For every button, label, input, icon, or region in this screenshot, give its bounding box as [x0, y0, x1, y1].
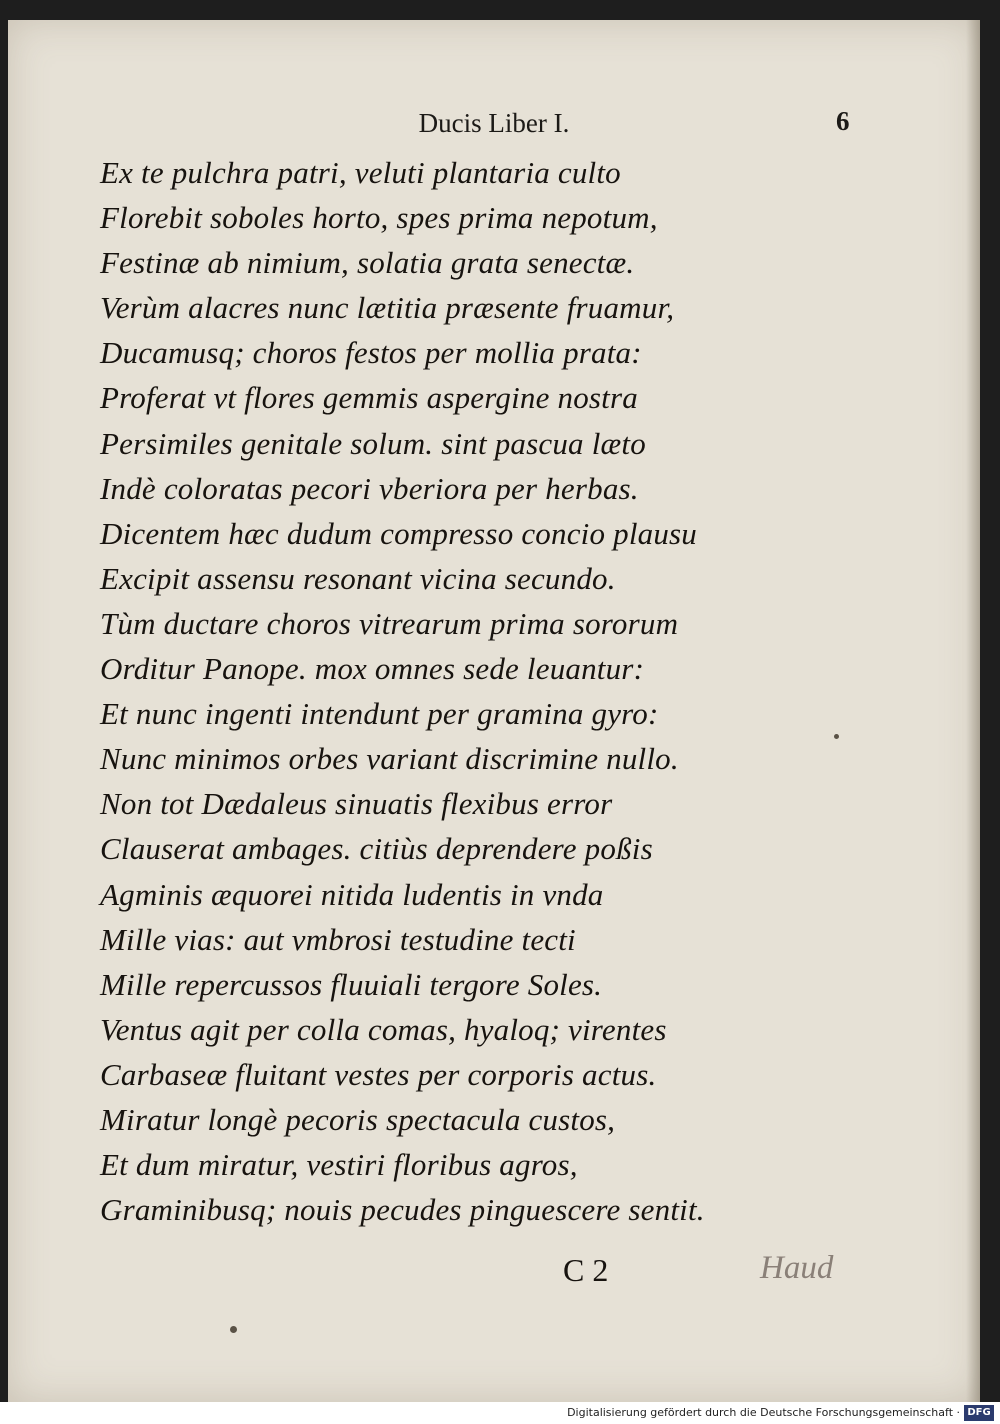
verse-line: Carbaseæ fluitant vestes per corporis actus.	[100, 1056, 657, 1092]
verse-line: Ventus agit per colla comas, hyaloq; virentes	[100, 1011, 667, 1047]
verse-line: Proferat vt flores gemmis aspergine nostra	[100, 380, 638, 416]
ink-spot	[230, 1326, 237, 1333]
verse-line: Et nunc ingenti intendunt per gramina gyro:	[100, 696, 659, 732]
book-page	[8, 20, 980, 1402]
digitization-footer	[0, 1402, 1000, 1424]
verse-line: Florebit soboles horto, spes prima nepotum,	[100, 200, 658, 236]
verse-line: Non tot Dædaleus sinuatis flexibus error	[100, 786, 613, 822]
page-number: 6	[836, 106, 850, 136]
verse-line: Agminis æquorei nitida ludentis in vnda	[100, 876, 604, 912]
verse-line: Verùm alacres nunc lætitia præsente fruamur,	[100, 290, 675, 326]
verse-line: Mille repercussos fluuiali tergore Soles.	[100, 966, 603, 1002]
verse-line: Indè coloratas pecori vberiora per herbas.	[100, 470, 639, 506]
verse-line: Excipit assensu resonant vicina secundo.	[100, 560, 616, 596]
verse-line: Nunc minimos orbes variant discrimine nullo.	[100, 741, 679, 777]
running-head: Ducis Liber I.	[418, 108, 570, 138]
catchword: Haud	[760, 1250, 834, 1286]
verse-line: Mille vias: aut vmbrosi testudine tecti	[100, 921, 576, 957]
verse-line: Tùm ductare choros vitrearum prima sororum	[100, 605, 679, 641]
verse-line: Dicentem hæc dudum compresso concio plausu	[100, 515, 698, 551]
verse-line: Persimiles genitale solum. sint pascua læto	[100, 425, 646, 461]
verse-line: Festinæ ab nimium, solatia grata senectæ.	[100, 245, 635, 281]
verse-list	[100, 150, 705, 1232]
dfg-logo-icon: DFG	[964, 1405, 994, 1421]
signature-mark: C 2	[563, 1252, 609, 1288]
verse-line: Orditur Panope. mox omnes sede leuantur:	[100, 651, 645, 687]
verse-line: Clauserat ambages. citiùs deprendere poßis	[100, 831, 653, 867]
verse-line: Miratur longè pecoris spectacula custos,	[100, 1101, 616, 1137]
verse-line: Ducamusq; choros festos per mollia prata:	[100, 335, 642, 371]
verse-line: Ex te pulchra patri, veluti plantaria culto	[100, 155, 621, 190]
verse-line: Et dum miratur, vestiri floribus agros,	[100, 1147, 578, 1183]
verse-line: Graminibusq; nouis pecudes pinguescere sentit.	[100, 1192, 705, 1228]
ink-spot	[834, 734, 839, 739]
footer-credit: Digitalisierung gefördert durch die Deutsche Forschungsgemeinschaft ·	[567, 1406, 960, 1419]
